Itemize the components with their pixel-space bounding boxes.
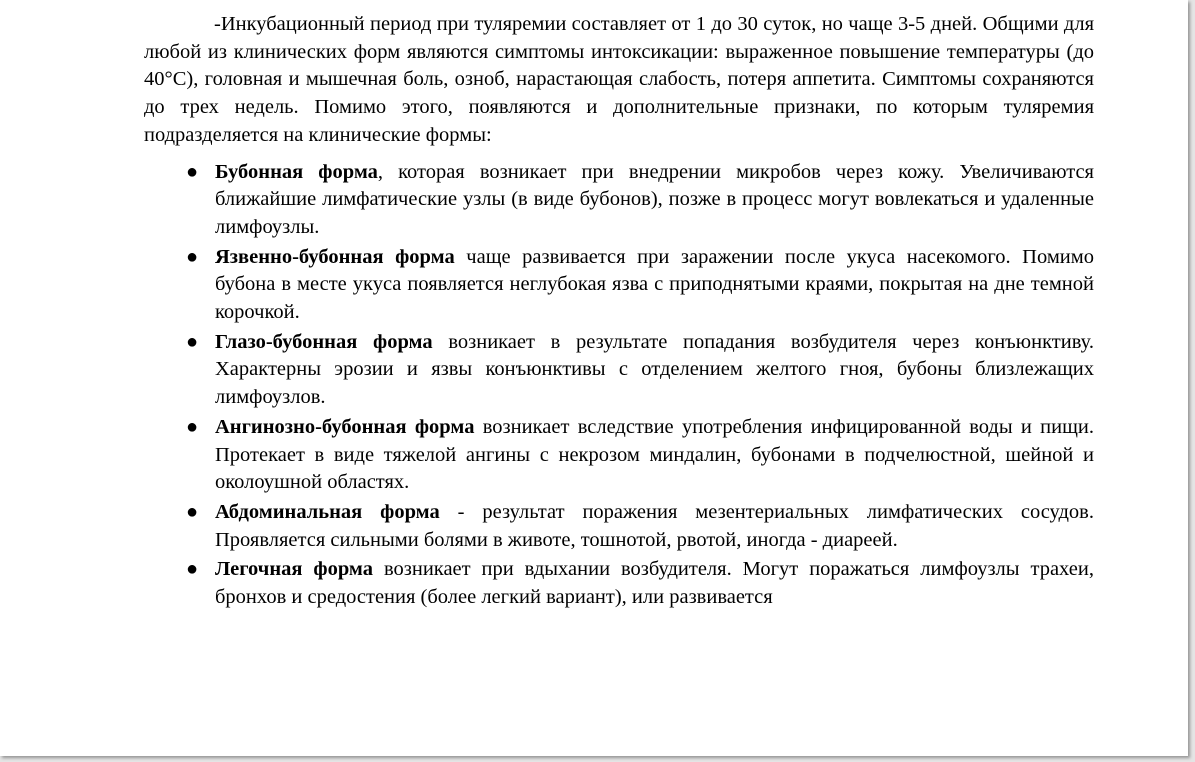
list-item: [144, 414, 1094, 497]
bullet-icon: ●: [186, 558, 199, 581]
list-item: [144, 499, 1094, 554]
form-description: чаще развивается при заражении после укуса насекомого. Помимо бубона в месте укуса появляется неглубокая язва с приподнятыми краями, покрытая на дне темной корочкой.: [215, 245, 1094, 324]
intro-paragraph: -Инкубационный период при туляремии составляет от 1 до 30 суток, но чаще 3-5 дней. Общими для любой из клинических форм являются симптомы интоксикации: выраженное повышение температуры (до 40°С), головная и мышечная боль, озноб, нарастающая слабость, потеря аппетита. Симптомы сохраняются до трех недель. Помимо этого, появляются и дополнительные признаки, по которым туляремия подразделяется на клинические формы:: [144, 13, 1094, 146]
list-item: [144, 244, 1094, 327]
document-body: [144, 11, 1094, 614]
clinical-forms-list: [144, 159, 1094, 612]
form-name: Ангинозно-бубонная форма: [215, 415, 475, 438]
list-item: [144, 556, 1094, 611]
bullet-icon: ●: [186, 245, 199, 268]
list-item: [144, 159, 1094, 242]
form-name: Бубонная форма: [215, 160, 378, 183]
bullet-icon: ●: [186, 160, 199, 183]
bullet-icon: ●: [186, 500, 199, 523]
form-name: Глазо-бубонная форма: [215, 330, 433, 353]
form-name: Язвенно-бубонная форма: [215, 245, 455, 268]
bullet-icon: ●: [186, 415, 199, 438]
form-description: возникает в результате попадания возбудителя через конъюнктиву. Характерны эрозии и язвы конъюнктивы с отделением желтого гноя, бубоны близлежащих лимфоузлов.: [215, 330, 1094, 409]
form-description: - результат поражения мезентериальных лимфатических сосудов. Проявляется сильными болями в животе, тошнотой, рвотой, иногда - диареей.: [215, 500, 1094, 551]
bullet-icon: ●: [186, 330, 199, 353]
form-name: Абдоминальная форма: [215, 500, 440, 523]
form-name: Легочная форма: [215, 558, 374, 581]
form-description: возникает при вдыхании возбудителя. Могут поражаться лимфоузлы трахеи, бронхов и средостения (более легкий вариант), или развивается: [215, 558, 1094, 609]
form-description: возникает вследствие употребления инфицированной воды и пищи. Протекает в виде тяжелой ангины с некрозом миндалин, бубонами в подчелюстной, шейной и околоушной областях.: [215, 415, 1095, 494]
form-description: , которая возникает при внедрении микробов через кожу. Увеличиваются ближайшие лимфатические узлы (в виде бубонов), позже в процесс могут вовлекаться и удаленные лимфоузлы.: [215, 160, 1094, 238]
list-item: [144, 329, 1094, 412]
